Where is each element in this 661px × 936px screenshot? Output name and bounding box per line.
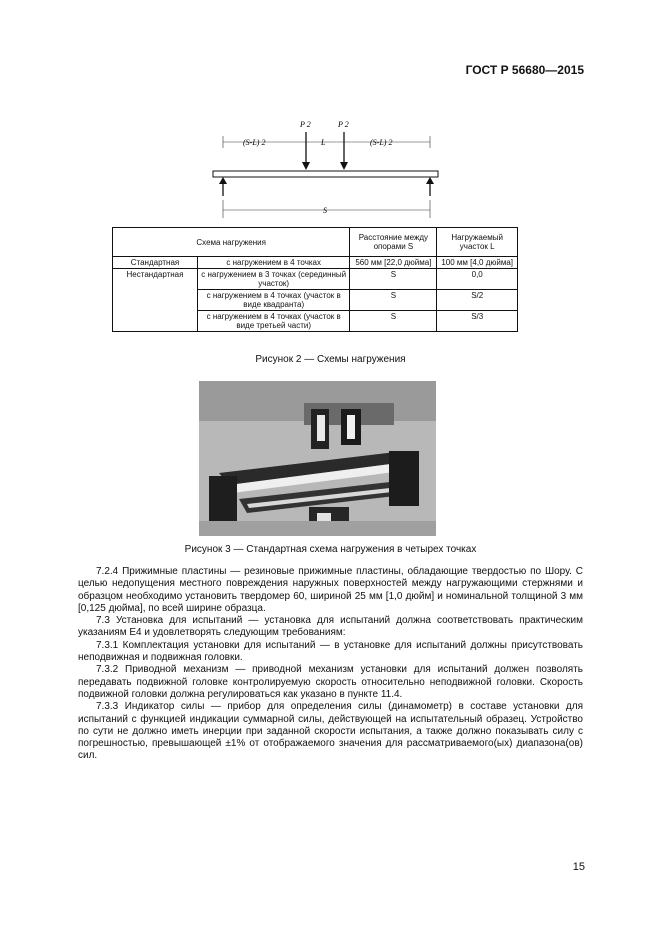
figure-3-caption: Рисунок 3 — Стандартная схема нагружения в четырех точках	[184, 544, 477, 555]
dim-left-label: (S-L) 2	[243, 138, 266, 147]
loading-diagram	[205, 112, 445, 224]
paragraph: 7.2.4 Прижимные пластины — резиновые прижимные пластины, обладающие твердостью по Шору. С целью недопущения местного повреждения наружных поверхностей между нагружающими стержнями и образцом необходимо установить твердомер 60, шириной 25 мм [1,0 дюйм] и номинальной толщиной 3 мм [0,125 дюйма], по всей ширине образца.	[78, 566, 583, 614]
load-arrow-left	[302, 162, 310, 170]
test-rig-photo	[199, 381, 436, 536]
row-loaded: S/2	[437, 290, 518, 311]
paragraph: 7.3.3 Индикатор силы — прибор для определения силы (динамометр) в составе установки для испытаний с функцией индикации суммарной силы, действующей на испытательный образец. Устройство по сути не должно иметь инерции при заданной скорости испытания, а также должно показывать силу с погрешностью, превышающей ±1% от отображаемого значения для рассматриваемого(ых) диапазона(ов) сил.	[78, 701, 583, 762]
row-loaded: S/3	[437, 311, 518, 332]
paragraph: 7.3.1 Комплектация установки для испытаний — в установке для испытаний должны присутствовать неподвижная и подвижная головки.	[78, 639, 583, 664]
th-distance: Расстояние между опорами S	[350, 228, 437, 257]
th-scheme: Схема нагружения	[113, 228, 350, 257]
body-text	[78, 566, 583, 763]
page-number: 15	[572, 861, 585, 873]
row-distance: 560 мм [22,0 дюйма]	[350, 257, 437, 269]
force-left-label: P 2	[300, 120, 311, 129]
paragraph: 7.3.2 Приводной механизм — приводной механизм установки для испытаний должен позволять передавать подвижной головке контролируемую скорость относительно неподвижной головки. Скорость подвижной головки должна регулироваться как указано в пункте 11.4.	[78, 664, 583, 700]
table-row	[113, 269, 518, 290]
row-desc: с нагружением в 4 точках (участок в виде третьей части)	[198, 311, 350, 332]
document-header: ГОСТ Р 56680—2015	[465, 63, 584, 77]
row-group-nonstandard: Нестандартная	[113, 269, 198, 332]
th-loaded: Нагружаемый участок L	[437, 228, 518, 257]
row-desc: с нагружением в 4 точках (участок в виде квадранта)	[198, 290, 350, 311]
span-label: S	[323, 206, 327, 215]
load-arrow-right	[340, 162, 348, 170]
row-distance: S	[350, 311, 437, 332]
dim-right-label: (S-L) 2	[370, 138, 393, 147]
row-loaded: 100 мм [4,0 дюйма]	[437, 257, 518, 269]
row-distance: S	[350, 290, 437, 311]
paragraph: 7.3 Установка для испытаний — установка для испытаний должна соответствовать практическим указаниям Е4 и удовлетворять следующим требованиям:	[78, 615, 583, 639]
row-loaded: 0,0	[437, 269, 518, 290]
table-row	[113, 257, 518, 269]
support-arrow-left	[219, 177, 227, 184]
force-right-label: P 2	[338, 120, 349, 129]
loading-schemes-table	[112, 227, 518, 332]
support-arrow-right	[426, 177, 434, 184]
row-distance: S	[350, 269, 437, 290]
row-group-standard: Стандартная	[113, 257, 198, 269]
beam	[213, 171, 438, 177]
figure-2-caption: Рисунок 2 — Схемы нагружения	[255, 354, 406, 365]
row-desc: с нагружением в 3 точках (серединный участок)	[198, 269, 350, 290]
row-desc: с нагружением в 4 точках	[198, 257, 350, 269]
dim-mid-label: L	[321, 138, 326, 147]
